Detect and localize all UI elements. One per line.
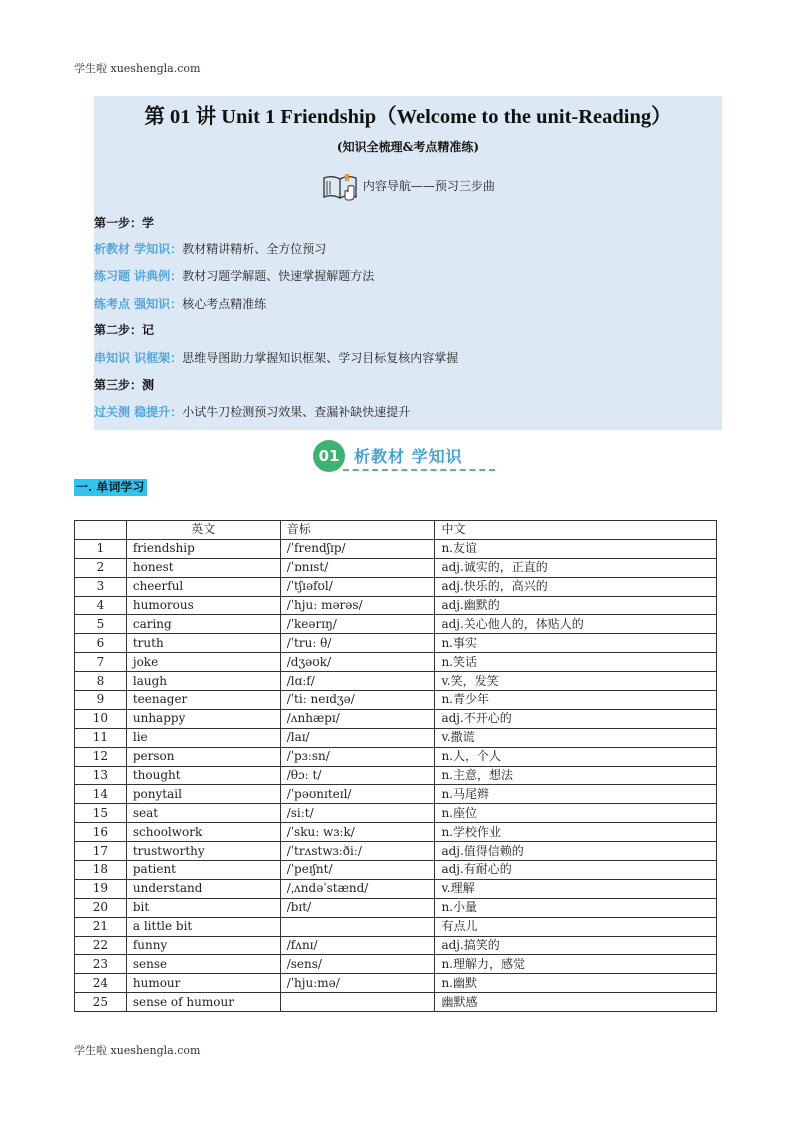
- row-english: friendship: [126, 539, 280, 558]
- row-index: 16: [75, 823, 127, 842]
- table-row: [75, 691, 717, 710]
- step-line-1: [94, 241, 326, 257]
- row-english: bit: [126, 898, 280, 917]
- step-line-3-text: 核心考点精准练: [182, 297, 267, 311]
- row-chinese: n.事实: [435, 634, 717, 653]
- row-chinese: adj.值得信赖的: [435, 842, 717, 861]
- section-title: 析教材 学知识: [354, 447, 463, 466]
- vocab-heading: 一. 单词学习: [74, 479, 147, 496]
- row-chinese: 有点儿: [435, 917, 717, 936]
- row-index: 1: [75, 539, 127, 558]
- row-english: humour: [126, 974, 280, 993]
- row-phonetic: /siːt/: [280, 804, 435, 823]
- row-chinese: v.笑，发笑: [435, 672, 717, 691]
- row-english: joke: [126, 653, 280, 672]
- content-navigation: [94, 172, 722, 204]
- row-chinese: 幽默感: [435, 993, 717, 1012]
- row-index: 25: [75, 993, 127, 1012]
- row-phonetic: /fʌnɪ/: [280, 936, 435, 955]
- step-line-2: [94, 268, 374, 284]
- row-index: 19: [75, 879, 127, 898]
- row-english: sense of humour: [126, 993, 280, 1012]
- row-phonetic: /ˈɒnɪst/: [280, 558, 435, 577]
- step-line-3: [94, 296, 266, 312]
- row-phonetic: /dʒəʊk/: [280, 653, 435, 672]
- row-phonetic: /sens/: [280, 955, 435, 974]
- table-row: [75, 558, 717, 577]
- row-chinese: v.理解: [435, 879, 717, 898]
- row-chinese: adj.快乐的，高兴的: [435, 577, 717, 596]
- row-chinese: n.马尾辫: [435, 785, 717, 804]
- table-row: [75, 653, 717, 672]
- table-row: [75, 823, 717, 842]
- step-line-2-text: 教材习题学解题、快速掌握解题方法: [182, 269, 375, 283]
- table-row: [75, 936, 717, 955]
- row-chinese: n.幽默: [435, 974, 717, 993]
- row-chinese: n.学校作业: [435, 823, 717, 842]
- open-book-icon: [321, 172, 361, 202]
- lesson-title: 第 01 讲 Unit 1 Friendship（Welcome to the unit-Reading）: [144, 106, 672, 128]
- row-phonetic: /ˈtʃɪəfʊl/: [280, 577, 435, 596]
- row-index: 8: [75, 672, 127, 691]
- row-index: 21: [75, 917, 127, 936]
- table-row: [75, 917, 717, 936]
- row-english: sense: [126, 955, 280, 974]
- row-index: 22: [75, 936, 127, 955]
- row-phonetic: /laɪ/: [280, 728, 435, 747]
- row-english: cheerful: [126, 577, 280, 596]
- lesson-subtitle: (知识全梳理&考点精准练): [336, 140, 480, 154]
- row-english: schoolwork: [126, 823, 280, 842]
- row-english: humorous: [126, 596, 280, 615]
- step-line-4-label: 串知识 识框架：: [94, 351, 183, 365]
- row-index: 13: [75, 766, 127, 785]
- table-row: [75, 709, 717, 728]
- row-chinese: n.主意，想法: [435, 766, 717, 785]
- row-chinese: v.撒谎: [435, 728, 717, 747]
- row-phonetic: /ˈpɜːsn/: [280, 747, 435, 766]
- row-index: 10: [75, 709, 127, 728]
- table-row: [75, 747, 717, 766]
- step-line-1-label: 析教材 学知识：: [94, 242, 183, 256]
- row-phonetic: /ˈpəʊnɪteɪl/: [280, 785, 435, 804]
- row-chinese: n.友谊: [435, 539, 717, 558]
- step-line-4: [94, 350, 458, 366]
- row-phonetic: [280, 917, 435, 936]
- row-index: 12: [75, 747, 127, 766]
- header-english: 英文: [126, 521, 280, 540]
- table-row: [75, 728, 717, 747]
- table-row: [75, 993, 717, 1012]
- row-index: 4: [75, 596, 127, 615]
- row-index: 7: [75, 653, 127, 672]
- step-line-1-text: 教材精讲精析、全方位预习: [182, 242, 327, 256]
- table-header-row: [75, 521, 717, 540]
- row-index: 2: [75, 558, 127, 577]
- row-phonetic: /ˈskuː wɜːk/: [280, 823, 435, 842]
- table-row: [75, 861, 717, 880]
- header-index: [75, 521, 127, 540]
- row-chinese: n.小量: [435, 898, 717, 917]
- table-row: [75, 804, 717, 823]
- row-index: 17: [75, 842, 127, 861]
- header-phonetic: 音标: [280, 521, 435, 540]
- row-phonetic: /bɪt/: [280, 898, 435, 917]
- row-phonetic: /ˌʌndəˈstænd/: [280, 879, 435, 898]
- table-row: [75, 539, 717, 558]
- row-phonetic: /ˈpeɪʃnt/: [280, 861, 435, 880]
- row-chinese: adj.有耐心的: [435, 861, 717, 880]
- row-index: 5: [75, 615, 127, 634]
- step-line-2-label: 练习题 讲典例：: [94, 269, 183, 283]
- row-index: 18: [75, 861, 127, 880]
- row-phonetic: /ˈtiː neɪdʒə/: [280, 691, 435, 710]
- table-row: [75, 842, 717, 861]
- row-english: ponytail: [126, 785, 280, 804]
- row-phonetic: /ˈfrendʃɪp/: [280, 539, 435, 558]
- row-english: funny: [126, 936, 280, 955]
- row-english: caring: [126, 615, 280, 634]
- row-index: 23: [75, 955, 127, 974]
- row-english: teenager: [126, 691, 280, 710]
- row-phonetic: /ʌnhæpɪ/: [280, 709, 435, 728]
- row-english: unhappy: [126, 709, 280, 728]
- row-index: 9: [75, 691, 127, 710]
- section-badge: [313, 440, 493, 472]
- table-row: [75, 974, 717, 993]
- row-chinese: n.笑话: [435, 653, 717, 672]
- row-english: trustworthy: [126, 842, 280, 861]
- row-chinese: adj.幽默的: [435, 596, 717, 615]
- row-index: 15: [75, 804, 127, 823]
- row-chinese: adj.不开心的: [435, 709, 717, 728]
- table-row: [75, 615, 717, 634]
- table-row: [75, 672, 717, 691]
- row-index: 14: [75, 785, 127, 804]
- vocab-table: [74, 520, 717, 1012]
- row-chinese: n.青少年: [435, 691, 717, 710]
- step-three-heading: 第三步：测: [94, 378, 155, 392]
- row-phonetic: /lɑːf/: [280, 672, 435, 691]
- row-english: patient: [126, 861, 280, 880]
- table-row: [75, 634, 717, 653]
- row-index: 11: [75, 728, 127, 747]
- row-chinese: adj.关心他人的，体贴人的: [435, 615, 717, 634]
- section-number: 01: [313, 440, 345, 472]
- row-english: honest: [126, 558, 280, 577]
- table-row: [75, 955, 717, 974]
- row-phonetic: /ˈkeərɪŋ/: [280, 615, 435, 634]
- row-chinese: adj.搞笑的: [435, 936, 717, 955]
- row-english: laugh: [126, 672, 280, 691]
- row-phonetic: /ˈtrʌstwɜːðiː/: [280, 842, 435, 861]
- nav-title: 内容导航——预习三步曲: [362, 178, 495, 193]
- row-chinese: adj.诚实的，正直的: [435, 558, 717, 577]
- step-one-heading: 第一步：学: [94, 216, 155, 230]
- row-english: seat: [126, 804, 280, 823]
- step-line-5: [94, 404, 410, 420]
- row-english: thought: [126, 766, 280, 785]
- row-english: truth: [126, 634, 280, 653]
- step-line-5-label: 过关测 稳提升：: [94, 405, 183, 419]
- row-index: 20: [75, 898, 127, 917]
- row-index: 3: [75, 577, 127, 596]
- row-english: person: [126, 747, 280, 766]
- intro-box: [94, 96, 722, 430]
- table-row: [75, 766, 717, 785]
- step-line-4-text: 思维导图助力掌握知识框架、学习目标复核内容掌握: [182, 351, 459, 365]
- row-phonetic: /ˈtruː θ/: [280, 634, 435, 653]
- table-row: [75, 596, 717, 615]
- row-chinese: n.理解力，感觉: [435, 955, 717, 974]
- row-english: understand: [126, 879, 280, 898]
- row-english: lie: [126, 728, 280, 747]
- step-two-heading: 第二步：记: [94, 323, 155, 337]
- row-phonetic: /ˈhjuː mərəs/: [280, 596, 435, 615]
- row-english: a little bit: [126, 917, 280, 936]
- row-chinese: n.人，个人: [435, 747, 717, 766]
- row-phonetic: [280, 993, 435, 1012]
- row-phonetic: /ˈhjuːmə/: [280, 974, 435, 993]
- table-row: [75, 898, 717, 917]
- table-row: [75, 785, 717, 804]
- watermark-top: 学生啦 xueshengla.com: [74, 62, 201, 75]
- row-phonetic: /θɔː t/: [280, 766, 435, 785]
- step-line-5-text: 小试牛刀检测预习效果、查漏补缺快速提升: [182, 405, 411, 419]
- header-chinese: 中文: [435, 521, 717, 540]
- table-row: [75, 879, 717, 898]
- step-line-3-label: 练考点 强知识：: [94, 297, 183, 311]
- section-underline: [343, 469, 495, 471]
- watermark-bottom: 学生啦 xueshengla.com: [74, 1044, 201, 1057]
- row-index: 24: [75, 974, 127, 993]
- table-row: [75, 577, 717, 596]
- row-index: 6: [75, 634, 127, 653]
- row-chinese: n.座位: [435, 804, 717, 823]
